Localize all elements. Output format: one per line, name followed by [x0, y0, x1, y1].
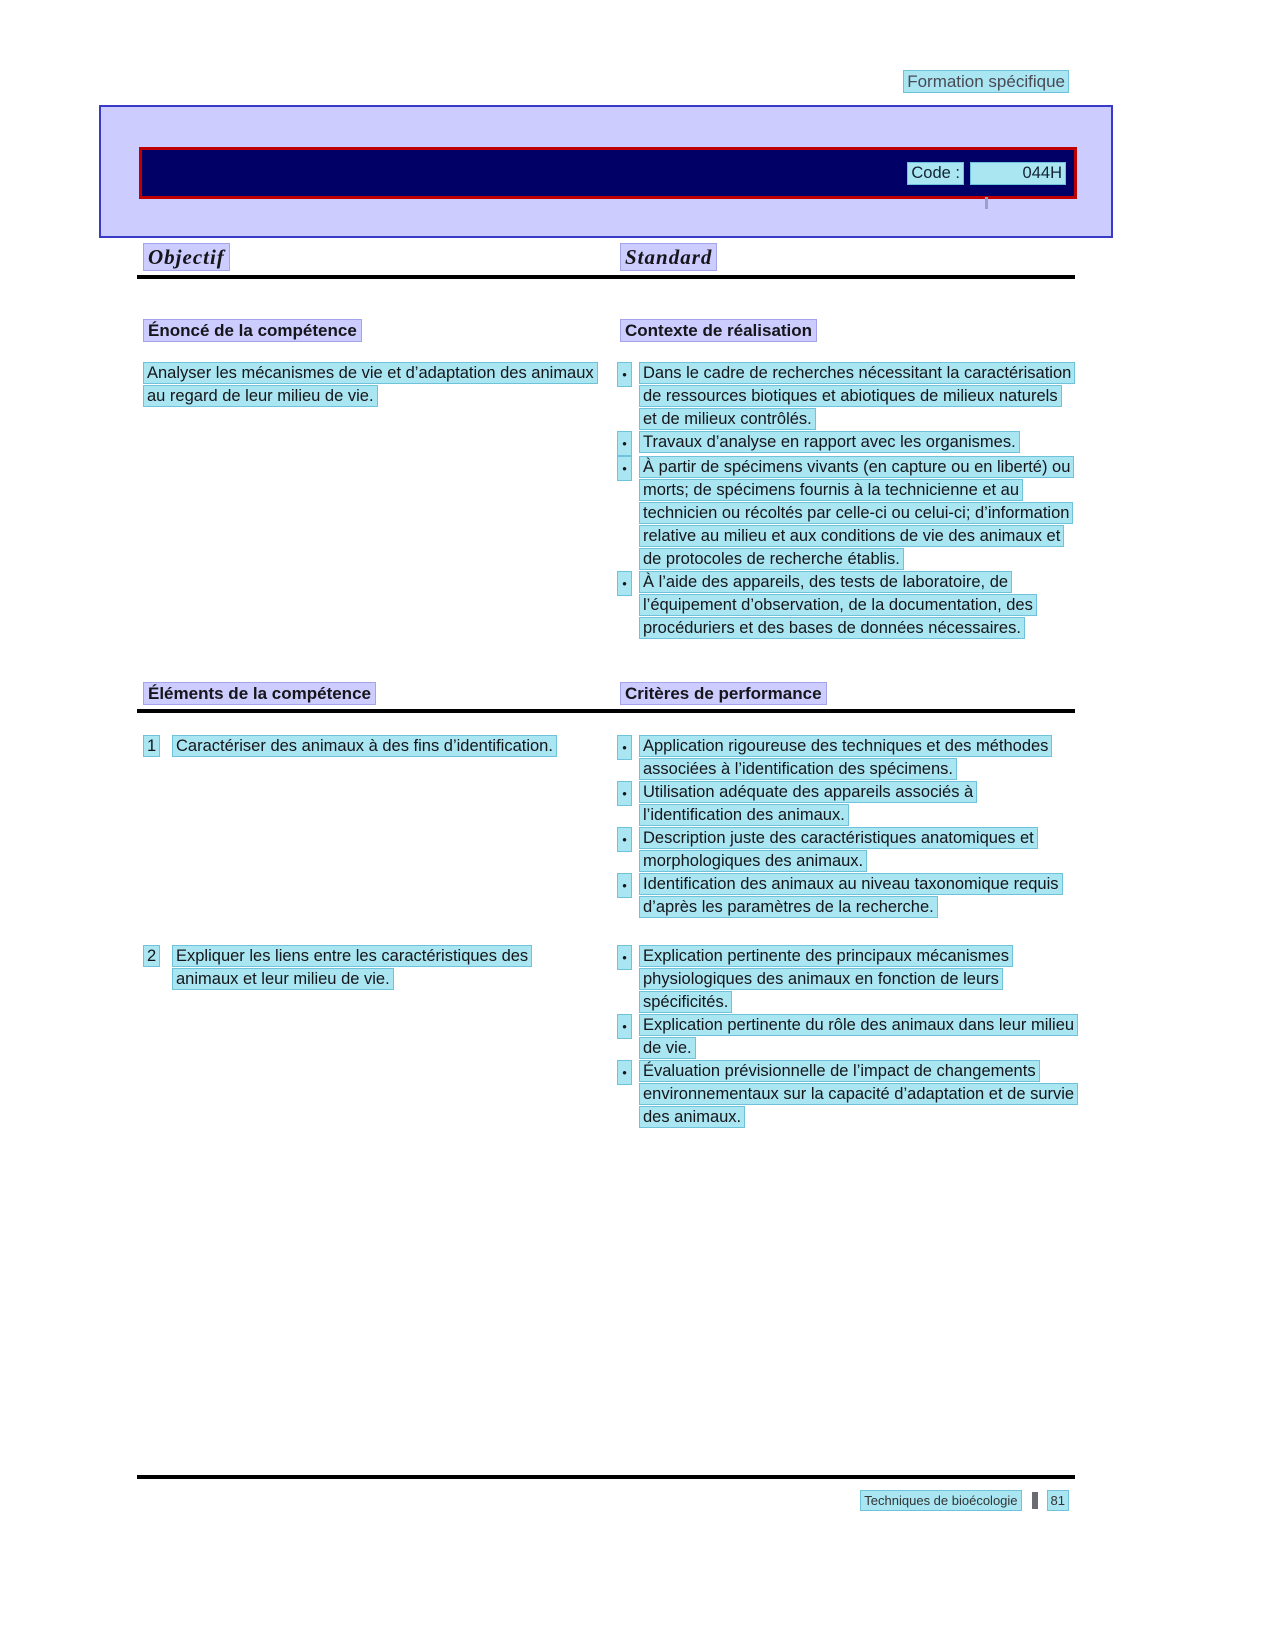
elements-header — [137, 682, 594, 705]
element-item-text: Expliquer les liens entre les caractéristiques des animaux et leur milieu de vie. — [172, 945, 594, 991]
context-bullet-item — [617, 362, 1075, 431]
document-content — [137, 244, 1075, 1129]
bullet-icon: • — [617, 456, 632, 481]
context-bullet-text: À partir de spécimens vivants (en capture ou en liberté) ou morts; de spécimens fournis à la technicienne et au technicien ou récoltés par celle-ci ou celui-ci; d’information relative au milieu et aux conditions de vie des animaux et de protocoles de recherche établis. — [639, 456, 1075, 571]
element-item-number: 2 — [143, 945, 172, 968]
bullet-icon: • — [617, 571, 632, 596]
element-item-number: 1 — [143, 735, 172, 758]
criteria-bullet-list-1 — [614, 735, 1075, 919]
contexte-header-text: Contexte de réalisation — [620, 319, 817, 342]
elements-headers-row — [137, 682, 1075, 705]
bullet-icon: • — [617, 873, 632, 898]
criteria-bullet-text: Explication pertinente du rôle des animaux dans leur milieu de vie. — [639, 1014, 1075, 1060]
standard-heading — [614, 246, 1075, 269]
footer-page-number: 81 — [1047, 1490, 1069, 1511]
element-item-row-1 — [137, 735, 1075, 919]
bullet-icon: • — [617, 431, 632, 456]
enonce-header — [137, 319, 594, 342]
enonce-header-text: Énoncé de la compétence — [143, 319, 362, 342]
criteria-bullet-item — [617, 781, 1075, 827]
standard-heading-text: Standard — [620, 243, 717, 271]
section-label-text: Formation spécifique — [903, 70, 1069, 93]
competence-body-row — [137, 362, 1075, 640]
contexte-header — [614, 319, 1075, 342]
code-label: Code : — [907, 162, 964, 185]
context-bullet-list — [614, 362, 1075, 640]
criteria-bullet-text: Description juste des caractéristiques anatomiques et morphologiques des animaux. — [639, 827, 1075, 873]
title-banner — [99, 105, 1113, 238]
context-bullet-text: Dans le cadre de recherches nécessitant la caractérisation de ressources biotiques et abiotiques de milieux naturels et de milieux contrôlés. — [639, 362, 1075, 431]
criteria-bullet-list-2 — [614, 945, 1075, 1129]
criteria-bullet-item — [617, 1014, 1075, 1060]
divider-rule-top — [137, 275, 1075, 279]
bullet-icon: • — [617, 1060, 632, 1085]
title-box — [139, 147, 1077, 199]
bullet-icon: • — [617, 827, 632, 852]
code-value: 044H — [970, 162, 1066, 185]
element-item-1 — [137, 735, 594, 919]
footer-divider-tick — [1032, 1492, 1038, 1509]
criteria-bullet-text: Utilisation adéquate des appareils associés à l’identification des animaux. — [639, 781, 1075, 827]
context-bullet-text: Travaux d’analyse en rapport avec les organismes. — [639, 431, 1075, 454]
criteria-bullet-item — [617, 827, 1075, 873]
elements-header-text: Éléments de la compétence — [143, 682, 376, 705]
element-item-2 — [137, 945, 594, 1129]
criteria-bullet-item — [617, 735, 1075, 781]
footer-title: Techniques de bioécologie — [860, 1490, 1021, 1511]
element-item-row-2 — [137, 945, 1075, 1129]
criteria-bullet-item — [617, 1060, 1075, 1129]
divider-rule-elements — [137, 709, 1075, 713]
criteres-header-text: Critères de performance — [620, 682, 827, 705]
competence-statement — [137, 362, 594, 640]
criteria-bullet-text: Explication pertinente des principaux mécanismes physiologiques des animaux en fonction de leurs spécificités. — [639, 945, 1075, 1014]
criteria-bullet-item — [617, 873, 1075, 919]
bullet-icon: • — [617, 781, 632, 806]
page-footer — [137, 1475, 1075, 1511]
criteria-bullet-item — [617, 945, 1075, 1014]
context-bullet-item — [617, 431, 1075, 456]
footer-row — [137, 1490, 1075, 1511]
competence-headers-row — [137, 319, 1075, 342]
bullet-icon: • — [617, 945, 632, 970]
objectif-heading — [137, 246, 594, 269]
context-bullet-item — [617, 456, 1075, 571]
code-field — [907, 162, 1066, 185]
section-label — [903, 71, 1069, 93]
banner-artifact-tick — [985, 197, 988, 209]
context-bullet-item — [617, 571, 1075, 640]
criteria-bullet-text: Identification des animaux au niveau taxonomique requis d’après les paramètres de la recherche. — [639, 873, 1075, 919]
objectif-heading-text: Objectif — [143, 243, 230, 271]
competence-statement-text: Analyser les mécanismes de vie et d’adaptation des animaux au regard de leur milieu de vie. — [143, 362, 598, 407]
context-bullet-text: À l’aide des appareils, des tests de laboratoire, de l’équipement d’observation, de la documentation, des procéduriers et des bases de données nécessaires. — [639, 571, 1075, 640]
bullet-icon: • — [617, 1014, 632, 1039]
bullet-icon: • — [617, 735, 632, 760]
footer-rule — [137, 1475, 1075, 1479]
criteria-bullet-text: Évaluation prévisionnelle de l’impact de changements environnementaux sur la capacité d’adaptation et de survie des animaux. — [639, 1060, 1075, 1129]
objectif-standard-row — [137, 244, 1075, 275]
element-item-text: Caractériser des animaux à des fins d’identification. — [172, 735, 594, 758]
bullet-icon: • — [617, 362, 632, 387]
criteria-bullet-text: Application rigoureuse des techniques et des méthodes associées à l’identification des spécimens. — [639, 735, 1075, 781]
criteres-header — [614, 682, 1075, 705]
